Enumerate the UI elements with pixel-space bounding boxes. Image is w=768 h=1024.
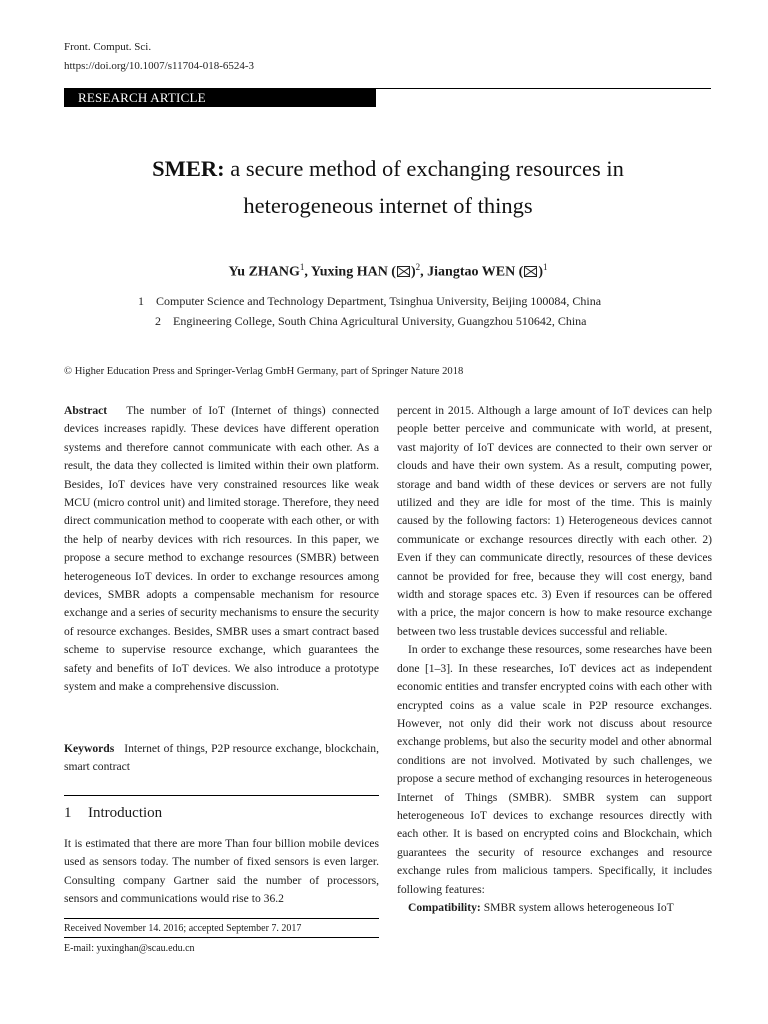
author-name: Yuxing HAN ( (310, 264, 396, 280)
introduction-text: It is estimated that there are more Than four billion mobile devices used as sensors today. The number of fixed sensors is even larger. Consulting company Gartner said the number of processors, sensors and communications would rise to 36.2 (64, 837, 379, 906)
affiliation-number: 2 (155, 314, 161, 328)
abstract (64, 402, 379, 697)
author-separator: , (304, 264, 311, 280)
footnote-divider (64, 937, 379, 938)
corresponding-email[interactable]: E-mail: yuxinghan@scau.edu.cn (64, 943, 195, 954)
author-separator: , (420, 264, 428, 280)
feature-text: SMBR system allows heterogeneous IoT (483, 900, 674, 914)
received-date: Received November 14. 2016; accepted September 7. 2017 (64, 923, 302, 934)
paper-title (64, 150, 712, 224)
affiliation-text: Engineering College, South China Agricultural University, Guangzhou 510642, China (173, 314, 587, 328)
affiliation-2 (155, 314, 587, 328)
section-number: 1 (64, 805, 72, 821)
keywords-text: Internet of things, P2P resource exchange, blockchain, smart contract (64, 742, 379, 774)
introduction-paragraph (64, 835, 379, 909)
feature-item (397, 899, 712, 917)
copyright-notice: © Higher Education Press and Springer-Verlag GmbH Germany, part of Springer Nature 2018 (64, 366, 464, 377)
article-type-banner: RESEARCH ARTICLE (64, 88, 376, 107)
footnote-divider (64, 918, 379, 919)
author-name: Yu ZHANG (228, 264, 300, 280)
abstract-label: Abstract (64, 404, 108, 417)
paragraph: percent in 2015. Although a large amount of IoT devices can help people better perceive and communicate with world, at present, vast majority of IoT devices are connected to their own server or clouds and have their own system. As a result, computing power, storage and band width of these devices or servers are not fully utilized and they are idle for most of the time. This is mainly caused by the following factors: 1) Heterogeneous devices cannot communicate or exchange resources directly with each other. 2) Even if they can communicate directly, resources of these devices cannot be provided for free, because they will cost energy, band width and storage spaces etc. 3) Even if resources can be offered with a price, the major concern is how to make resource exchange between two less trustable devices successful and reliable. (397, 404, 712, 638)
author-affil-sup: 2 (415, 262, 421, 272)
author-name: Jiangtao WEN ( (427, 264, 524, 280)
abstract-text: The number of IoT (Internet of things) connected devices increases rapidly. These devices have different operation systems and therefore cannot communicate with each other. As a result, the data they collected is limited within their own platform. Besides, IoT devices have very constrained resources like weak MCU (micro control unit) and limited storage. Therefore, they need direct communication method to cooperate with each other, or with the help of nearby devices with rich resources. In this paper, we propose a secure method to exchange resources (SMBR) between heterogeneous IoT devices. In order to exchange resources among devices, SMBR adopts a compensable mechanism for resource exchange and a series of security mechanisms to ensure the security of resource exchanges. Besides, SMBR uses a smart contract based scheme to supervise resource exchange, which guarantees the safety and benefits of IoT devices. We also introduce a prototype system and make a comprehensive discussion. (64, 404, 379, 694)
journal-name: Front. Comput. Sci. (64, 41, 152, 53)
author-affil-sup: 1 (543, 262, 548, 272)
keywords-label: Keywords (64, 742, 115, 755)
email-icon[interactable] (524, 266, 537, 277)
doi-link[interactable]: https://doi.org/10.1007/s11704-018-6524-3 (64, 60, 255, 72)
affiliation-1 (138, 294, 601, 308)
affiliation-text: Computer Science and Technology Department, Tsinghua University, Beijing 100084, China (156, 294, 602, 308)
section-divider (64, 795, 379, 796)
title-bold-part: SMER: (152, 156, 225, 181)
feature-label: Compatibility: (408, 900, 481, 914)
header-rule (376, 88, 711, 89)
title-line2: heterogeneous internet of things (243, 193, 533, 218)
affiliation-number: 1 (138, 294, 144, 308)
paragraph: In order to exchange these resources, some researches have been done [1–3]. In these researches, IoT devices act as independent economic entities and transfer encrypted coins with each other with encrypted coins as a value scale in P2P resource exchanges. However, not only did their work not discuss about resource exchange problems, but also the security model and other abnormal conditions are not involved. Motivated by such challenges, we propose a secure method of exchanging resources in heterogeneous Internet of Things (SMBR). SMBR system can support heterogeneous IoT devices to exchange resources directly with each other. It is based on encrypted coins and Blockchain, which guarantees the security of resource exchanges and resource exchange rules from malicious tampers. Specifically, it includes following features: (397, 643, 712, 896)
author-affil-sup: 1 (299, 262, 305, 272)
section-heading-introduction (64, 803, 162, 823)
title-line1: a secure method of exchanging resources in (224, 156, 624, 181)
email-icon[interactable] (397, 266, 410, 277)
right-column (397, 402, 712, 917)
keywords (64, 740, 379, 777)
section-title: Introduction (88, 805, 163, 821)
author-list: Yu ZHANG$^1$, Yuxing HAN ( )$^2$, Jiangtao WEN ( )$^1$ (228, 262, 548, 280)
